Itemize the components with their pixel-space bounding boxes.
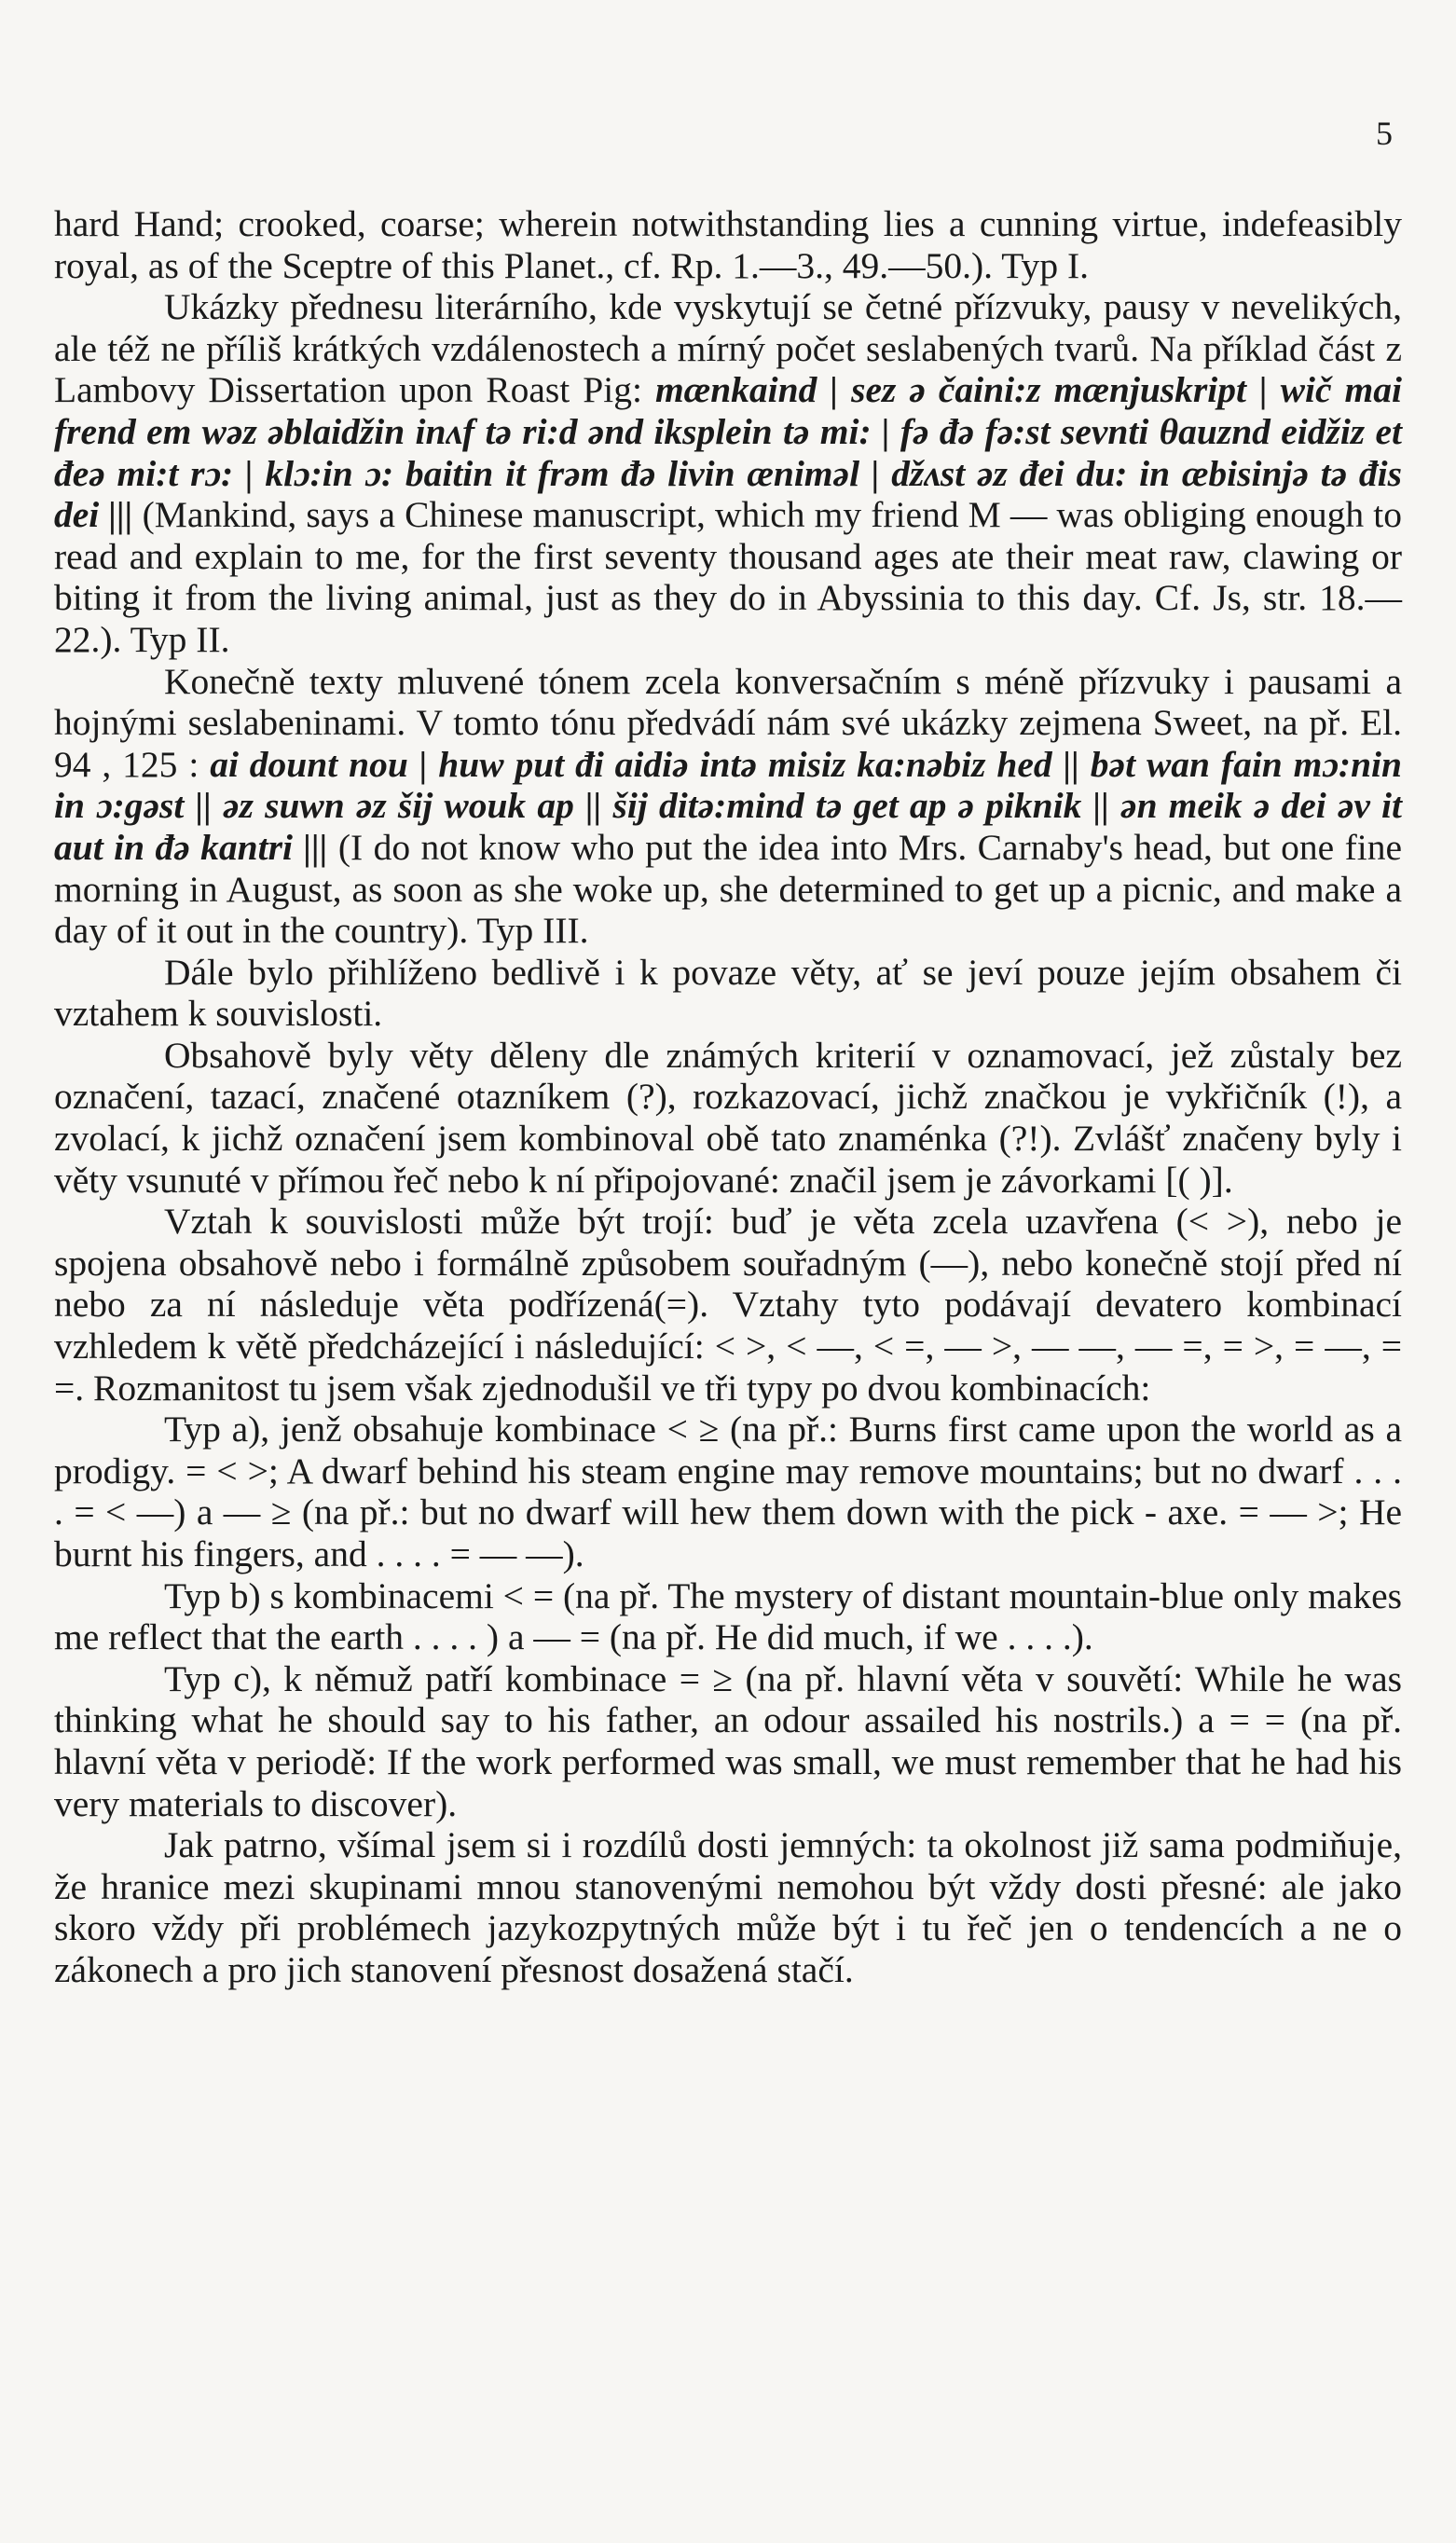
text-segment: Konečně texty mluvené tónem zcela konversačním s méně přízvuky i pausami a hojnými seslabeninami. V tomto tónu předvádí nám své ukázky zejmena Sweet, na př. El. 94 , 125 : — [54, 660, 1402, 785]
text-segment: hard Hand; crooked, coarse; wherein notwithstanding lies a cunning virtue, indefeasibly royal, as of the Sceptre of this Planet., cf. Rp. 1.—3., 49.—50.). Typ I. — [54, 203, 1402, 286]
paragraph — [54, 661, 1402, 952]
text-segment: Typ b) s kombinacemi < = (na př. The mystery of distant mountain-blue only makes me reflect that the earth . . . . ) a — = (na př. He did much, if we . . . .). — [54, 1574, 1402, 1658]
text-segment: Ukázky přednesu literárního, kde vyskytují se četné přízvuky, pausy v nevelikých, ale též ne příliš krátkých vzdálenostech a mírný počet seslabených tvarů. Na příklad část z Lambovy Dissertation upon Roast Pig: — [54, 286, 1402, 411]
paragraph — [54, 1201, 1402, 1409]
phonetic-transcription: ai dount nou | huw put đi aidiə intə misiz ka:nəbiz hed || bət wan fain mɔ:nin in ɔ:gəst || əz suwn əz šij wouk ap || šij ditə:mind tə get ap ə piknik || ən meik ə dei əv it aut in đə kantri ||| — [54, 743, 1402, 868]
text-segment: (I do not know who put the idea into Mrs. Carnaby's head, but one fine morning in August, as soon as she woke up, she determined to get up a picnic, and make a day of it out in the country). Typ III. — [54, 826, 1402, 952]
text-segment: Dále bylo přihlíženo bedlivě i k povaze věty, ať se jeví pouze jejím obsahem či vztahem k souvislosti. — [54, 951, 1402, 1035]
paragraph — [54, 1409, 1402, 1574]
paragraph — [54, 1575, 1402, 1658]
body-text — [54, 203, 1402, 1991]
page-number: 5 — [1376, 115, 1393, 152]
text-segment: Jak patrno, všímal jsem si i rozdílů dosti jemných: ta okolnost již sama podmiňuje, že hranice mezi skupinami mnou stanovenými nemohou být vždy dosti přesné: ale jako skoro vždy při problémech jazykozpytných může být i tu řeč jen o tendencích a ne o zákonech a pro jich stanovení přesnost dosažená stačí. — [54, 1824, 1402, 1990]
phonetic-transcription: mænkaind | sez ə čaini:z mænjuskript | wič mai frend em wəz əblaidžin inʌf tə ri:d ənd iksplein tə mi: | fə đə fə:st sevnti θauznd eidžiz et đeə mi:t rɔ: | klɔ:in ɔ: baitin it frəm đə livin ænimǝl | džʌst əz đei du: in æbisinjə tə đis dei ||| — [54, 369, 1402, 536]
text-segment: (Mankind, says a Chinese manuscript, which my friend M — was obliging enough to read and explain to me, for the first seventy thousand ages ate their meat raw, clawing or biting it from the living animal, just as they do in Abyssinia to this day. Cf. Js, str. 18.—22.). Typ II. — [54, 494, 1402, 660]
paragraph — [54, 952, 1402, 1035]
text-segment: Vztah k souvislosti může být trojí: buď je věta zcela uzavřena (< >), nebo je spojena obsahově nebo i formálně způsobem souřadným (—), nebo konečně stojí před ní nebo za ní následuje věta podřízená(=). Vztahy tyto podávají devatero kombinací vzhledem k větě předcházející i následující: < >, < —, < =, — >, — —, — =, = >, = —, = =. Rozmanitost tu jsem však zjednodušil ve tři typy po dvou kombinacích: — [54, 1201, 1402, 1409]
text-segment: Typ a), jenž obsahuje kombinace < ≥ (na př.: Burns first came upon the world as a prodigy. = < >; A dwarf behind his steam engine may remove mountains; but no dwarf . . . . = < —) a — ≥ (na př.: but no dwarf will hew them down with the pick - axe. = — >; He burnt his fingers, and . . . . = — —). — [54, 1409, 1402, 1574]
paragraph — [54, 286, 1402, 660]
paragraph — [54, 1824, 1402, 1990]
text-segment: Typ c), k němuž patří kombinace = ≥ (na př. hlavní věta v souvětí: While he was thinking what he should say to his father, an odour assailed his nostrils.) a = = (na př. hlavní věta v periodě: If the work performed was small, we must remember that he had his very materials to discover). — [54, 1657, 1402, 1824]
paragraph — [54, 1035, 1402, 1201]
text-segment: Obsahově byly věty děleny dle známých kriterií v oznamovací, jež zůstaly bez označení, tazací, značené otazníkem (?), rozkazovací, jichž značkou je vykřičník (!), a zvolací, k jichž označení jsem kombinoval obě tato znaménka (?!). Zvlášť značeny byly i věty vsunuté v přímou řeč nebo k ní připojované: značil jsem je závorkami [( )]. — [54, 1034, 1402, 1201]
paragraph — [54, 203, 1402, 286]
paragraph — [54, 1658, 1402, 1824]
